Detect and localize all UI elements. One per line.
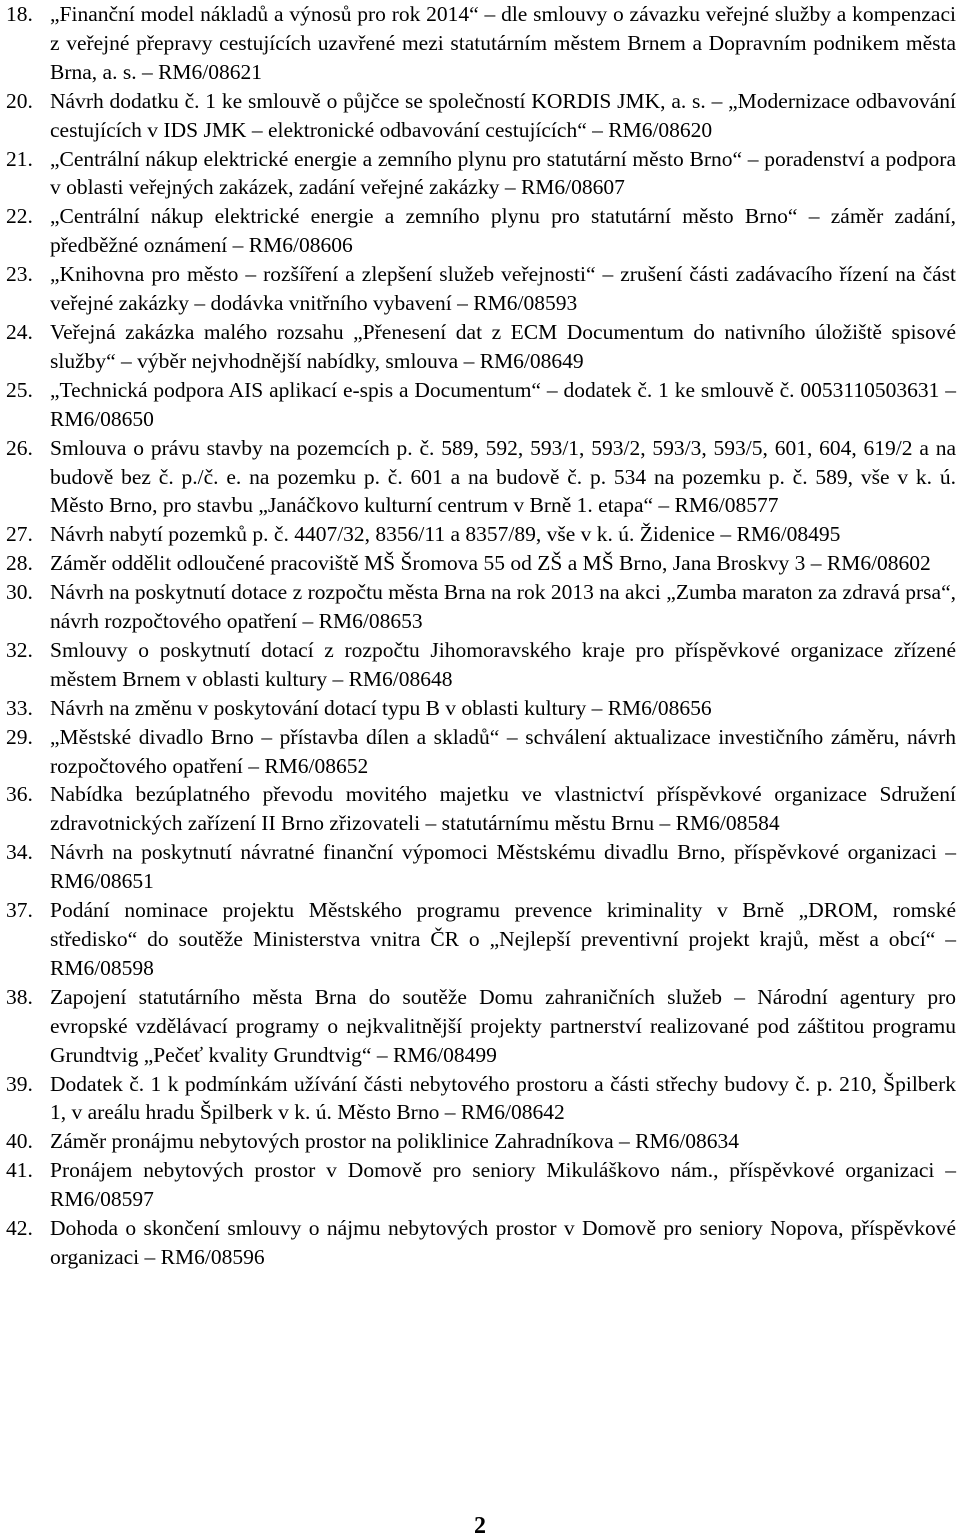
list-item <box>0 145 960 203</box>
list-item <box>0 520 960 549</box>
list-item <box>0 896 960 983</box>
item-text: Záměr pronájmu nebytových prostor na poliklinice Zahradníkova – RM6/08634 <box>50 1129 740 1154</box>
item-text: „Centrální nákup elektrické energie a zemního plynu pro statutární město Brno“ – poradenství a podpora v oblasti veřejných zakázek, zadání veřejné zakázky – RM6/08607 <box>50 146 956 200</box>
list-item <box>0 87 960 145</box>
list-item <box>0 1127 960 1156</box>
item-text: Smlouva o právu stavby na pozemcích p. č. 589, 592, 593/1, 593/2, 593/3, 593/5, 601, 604, 619/2 a na budově bez č. p./č. e. na pozemku p. č. 601 a na budově č. p. 534 na pozemku p. č. 589, vše v k. ú. Město Brno, pro stavbu „Janáčkovo kulturní centrum v Brně 1. etapa“ – RM6/08577 <box>50 435 956 518</box>
item-number: 39. <box>6 1071 33 1096</box>
list-item <box>0 260 960 318</box>
item-number: 28. <box>6 551 33 576</box>
list-item <box>0 376 960 434</box>
item-number: 24. <box>6 319 33 344</box>
list-item <box>0 983 960 1070</box>
list-item <box>0 0 960 87</box>
item-number: 36. <box>6 782 33 807</box>
item-text: Návrh dodatku č. 1 ke smlouvě o půjčce se společností KORDIS JMK, a. s. – „Modernizace odbavování cestujících v IDS JMK – elektronické odbavování cestujících“ – RM6/08620 <box>50 88 956 142</box>
item-number: 29. <box>6 724 33 749</box>
item-number: 38. <box>6 984 33 1009</box>
item-number: 41. <box>6 1158 33 1183</box>
item-text: „Centrální nákup elektrické energie a zemního plynu pro statutární město Brno“ – záměr zadání, předběžné oznámení – RM6/08606 <box>50 204 956 258</box>
item-text: Nabídka bezúplatného převodu movitého majetku ve vlastnictví příspěvkové organizace Sdružení zdravotnických zařízení II Brno zřizovateli – statutárnímu městu Brnu – RM6/08584 <box>50 782 956 836</box>
item-number: 40. <box>6 1129 33 1154</box>
item-number: 23. <box>6 262 33 287</box>
list-item <box>0 202 960 260</box>
item-text: Návrh nabytí pozemků p. č. 4407/32, 8356/11 a 8357/89, vše v k. ú. Židenice – RM6/08495 <box>50 522 841 547</box>
item-number: 32. <box>6 637 33 662</box>
item-text: Návrh na změnu v poskytování dotací typu B v oblasti kultury – RM6/08656 <box>50 695 712 720</box>
item-number: 26. <box>6 435 33 460</box>
list-item <box>0 636 960 694</box>
list-item <box>0 1070 960 1128</box>
item-number: 34. <box>6 840 33 865</box>
item-number: 20. <box>6 88 33 113</box>
list-item <box>0 838 960 896</box>
item-number: 22. <box>6 204 33 229</box>
item-text: Návrh na poskytnutí dotace z rozpočtu města Brna na rok 2013 na akci „Zumba maraton za zdravá prsa“, návrh rozpočtového opatření – RM6/08653 <box>50 580 956 634</box>
item-number: 25. <box>6 377 33 402</box>
item-text: „Finanční model nákladů a výnosů pro rok 2014“ – dle smlouvy o závazku veřejné služby a kompenzaci z veřejné přepravy cestujících uzavřené mezi statutárním městem Brnem a Dopravním podnikem města Brna, a. s. – RM6/08621 <box>50 2 956 84</box>
list-item <box>0 1214 960 1272</box>
item-text: Pronájem nebytových prostor v Domově pro seniory Mikuláškovo nám., příspěvkové organizaci – RM6/08597 <box>50 1158 956 1212</box>
item-number: 33. <box>6 695 33 720</box>
page-number: 2 <box>474 1513 486 1539</box>
item-number: 21. <box>6 146 33 171</box>
item-text: Návrh na poskytnutí návratné finanční výpomoci Městskému divadlu Brno, příspěvkové organizaci – RM6/08651 <box>50 840 956 894</box>
item-text: Záměr oddělit odloučené pracoviště MŠ Šromova 55 od ZŠ a MŠ Brno, Jana Broskvy 3 – RM6/08602 <box>50 551 931 576</box>
item-text: Smlouvy o poskytnutí dotací z rozpočtu Jihomoravského kraje pro příspěvkové organizace zřízené městem Brnem v oblasti kultury – RM6/08648 <box>50 637 956 691</box>
list-item <box>0 1156 960 1214</box>
item-number: 18. <box>6 2 33 26</box>
item-text: Zapojení statutárního města Brna do soutěže Domu zahraničních služeb – Národní agentury pro evropské vzdělávací programy o nejkvalitnější projekty partnerství realizované pod záštitou programu Grundtvig „Pečeť kvality Grundtvig“ – RM6/08499 <box>50 984 956 1067</box>
item-text: „Městské divadlo Brno – přístavba dílen a skladů“ – schválení aktualizace investičního záměru, návrh rozpočtového opatření – RM6/08652 <box>50 724 956 778</box>
item-number: 42. <box>6 1216 33 1241</box>
item-text: „Knihovna pro město – rozšíření a zlepšení služeb veřejnosti“ – zrušení části zadávacího řízení na část veřejné zakázky – dodávka vnitřního vybavení – RM6/08593 <box>50 262 956 316</box>
list-item <box>0 723 960 781</box>
item-number: 27. <box>6 522 33 547</box>
list-item <box>0 578 960 636</box>
list-item <box>0 549 960 578</box>
item-number: 30. <box>6 580 33 605</box>
item-text: Veřejná zakázka malého rozsahu „Přenesení dat z ECM Documentum do nativního úložiště spisové služby“ – výběr nejvhodnější nabídky, smlouva – RM6/08649 <box>50 319 956 373</box>
item-text: „Technická podpora AIS aplikací e-spis a Documentum“ – dodatek č. 1 ke smlouvě č. 0053110503631 – RM6/08650 <box>50 377 956 431</box>
list-item <box>0 780 960 838</box>
item-text: Dodatek č. 1 k podmínkám užívání části nebytového prostoru a části střechy budovy č. p. 210, Špilberk 1, v areálu hradu Špilberk v k. ú. Město Brno – RM6/08642 <box>50 1071 956 1125</box>
list-item <box>0 318 960 376</box>
list-item <box>0 434 960 521</box>
list-item <box>0 694 960 723</box>
item-text: Dohoda o skončení smlouvy o nájmu nebytových prostor v Domově pro seniory Nopova, příspěvkové organizaci – RM6/08596 <box>50 1216 956 1269</box>
item-text: Podání nominace projektu Městského programu prevence kriminality v Brně „DROM, romské středisko“ do soutěže Ministerstva vnitra ČR o „Nejlepší preventivní projekt krajů, měst a obcí“ – RM6/08598 <box>50 898 956 980</box>
item-number: 37. <box>6 898 33 923</box>
